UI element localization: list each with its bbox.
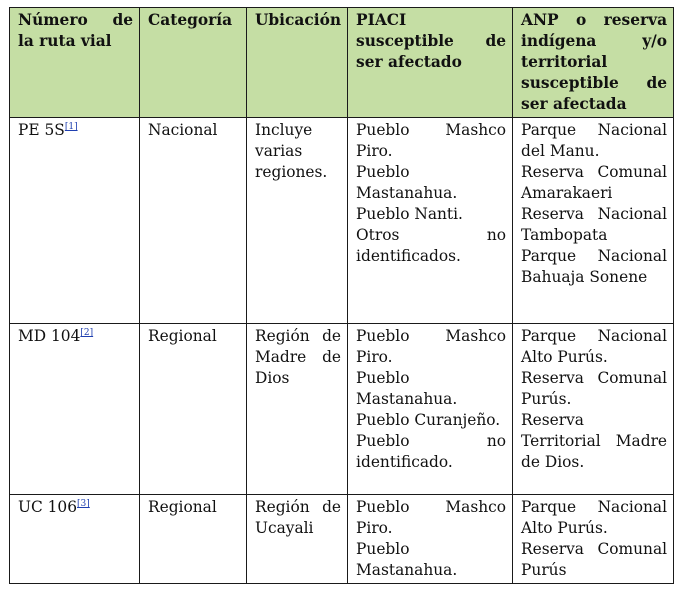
footnote-link[interactable]: [2] [80,328,94,338]
anp-cell [513,324,674,495]
list-item: Parque Nacional Bahuaja Sonene [521,247,668,286]
list-item: Pueblo Mashco Piro. [356,327,507,366]
piaci-cell [348,495,513,584]
category-cell: Regional [140,324,247,495]
list-item: Parque Nacional Alto Purús. [521,327,668,366]
table-row [10,495,674,584]
list-item: Pueblo Mashco Piro. [356,498,507,537]
location-cell: Incluye varias regiones. [247,118,348,324]
list-item: Pueblo Mastanahua. [356,369,458,408]
table-row [10,324,674,495]
anp-cell [513,495,674,584]
header-row [10,8,674,118]
list-item: Pueblo Curanjeño. [356,411,501,429]
road-impact-table [9,7,674,584]
category-cell: Regional [140,495,247,584]
location-cell: Región de Ucayali [247,495,348,584]
list-item: Reserva Comunal Purús. [521,369,668,408]
list-item: Reserva Territorial Madre de Dios. [521,411,668,471]
list-item: Parque Nacional Alto Purús. [521,498,668,537]
header-piaci: PIACI susceptible de ser afectado [348,8,513,118]
table-row [10,118,674,324]
list-item: Pueblo Mashco Piro. [356,121,507,160]
route-cell [10,118,140,324]
header-location: Ubicación [247,8,348,118]
list-item: Pueblo Nanti. [356,205,463,223]
list-item: Pueblo no identificado. [356,432,507,471]
footnote-link[interactable]: [1] [64,122,78,132]
footnote-link[interactable]: [3] [77,499,90,509]
list-item: Otros no identificados. [356,226,507,265]
list-item: Pueblo Mastanahua. [356,540,458,579]
location-cell: Región de Madre de Dios [247,324,348,495]
route-number: UC 106 [18,498,78,516]
header-route-number: Número de la ruta vial [10,8,140,118]
anp-cell [513,118,674,324]
route-number: PE 5S [18,121,65,139]
list-item: Reserva Comunal Purús [521,540,668,579]
list-item: Parque Nacional del Manu. [521,121,668,160]
piaci-cell [348,324,513,495]
header-category: Categoría [140,8,247,118]
route-cell [10,324,140,495]
route-number: MD 104 [18,327,81,345]
list-item: Pueblo Mastanahua. [356,163,458,202]
header-anp: ANP o reserva indígena y/o territorial susceptible de ser afectada [513,8,674,118]
list-item: Reserva Nacional Tambopata [521,205,668,244]
route-cell [10,495,140,584]
category-cell: Nacional [140,118,247,324]
piaci-cell [348,118,513,324]
list-item: Reserva Comunal Amarakaeri [521,163,668,202]
